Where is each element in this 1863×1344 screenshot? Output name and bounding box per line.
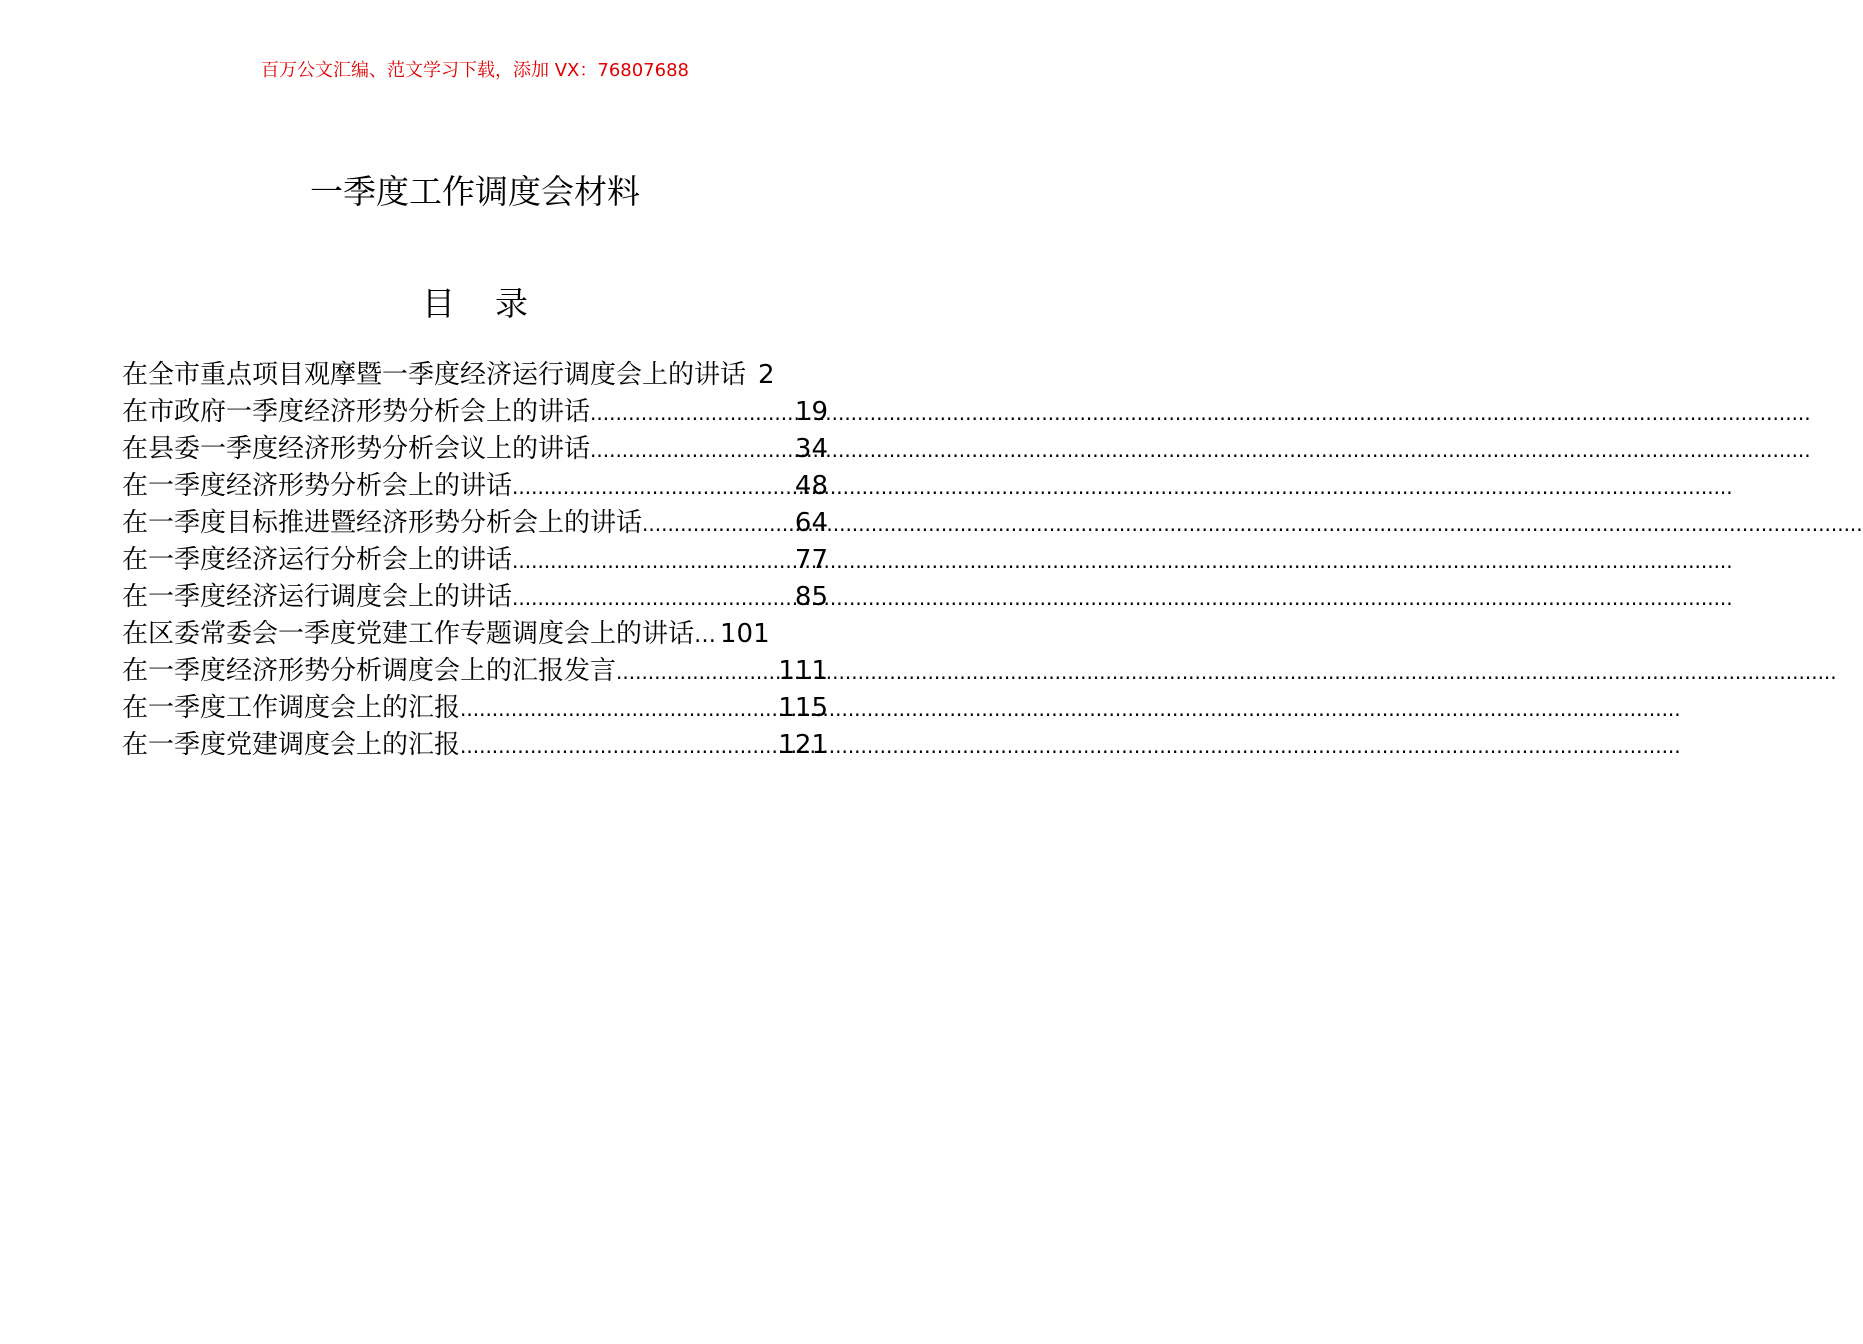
document-title: 一季度工作调度会材料: [310, 172, 640, 211]
table-of-contents: [122, 357, 828, 764]
toc-entry[interactable]: [122, 505, 828, 542]
toc-leader-dots: [460, 691, 776, 728]
toc-leader-dots: [642, 506, 793, 543]
toc-entry-page: 19: [794, 397, 828, 427]
toc-entry-title: 在一季度经济形势分析会上的讲话: [122, 471, 513, 501]
toc-entry[interactable]: [122, 690, 828, 727]
toc-entry-page: 115: [778, 693, 828, 723]
toc-entry[interactable]: [122, 727, 828, 764]
toc-heading: 目录: [422, 284, 568, 323]
toc-entry[interactable]: [122, 616, 828, 653]
toc-entry[interactable]: [122, 579, 828, 616]
toc-leader-dots: [512, 580, 793, 617]
toc-entry-page: 34: [794, 434, 828, 464]
toc-entry[interactable]: [122, 431, 828, 468]
toc-entry[interactable]: [122, 357, 828, 394]
toc-leader-dots: [460, 728, 776, 765]
toc-entry-title: 在一季度工作调度会上的汇报: [122, 693, 461, 723]
toc-entry[interactable]: [122, 542, 828, 579]
toc-entry[interactable]: [122, 468, 828, 505]
toc-entry-title: 在一季度经济形势分析调度会上的汇报发言: [122, 656, 617, 686]
toc-entry-page: 101: [720, 619, 770, 649]
toc-entry-title: 在一季度经济运行调度会上的讲话: [122, 582, 513, 612]
toc-entry[interactable]: [122, 653, 828, 690]
toc-entry-page: 48: [794, 471, 828, 501]
toc-entry-page: 111: [778, 656, 828, 686]
toc-entry-page: 64: [794, 508, 828, 538]
toc-leader-dots: [616, 654, 776, 691]
toc-entry-title: 在县委一季度经济形势分析会议上的讲话: [122, 434, 591, 464]
toc-entry[interactable]: [122, 394, 828, 431]
toc-entry-title: 在一季度党建调度会上的汇报: [122, 730, 461, 760]
toc-leader-dots: [512, 543, 793, 580]
toc-entry-title: 在一季度目标推进暨经济形势分析会上的讲话: [122, 508, 643, 538]
toc-leader-dots: [590, 432, 793, 469]
toc-leader-dots: [590, 395, 793, 432]
watermark-banner: 百万公文汇编、范文学习下载，添加 VX：76807688: [261, 60, 689, 81]
toc-entry-page: 85: [794, 582, 828, 612]
toc-entry-page: 121: [778, 730, 828, 760]
toc-entry-page: 2: [758, 360, 775, 390]
toc-entry-title: 在市政府一季度经济形势分析会上的讲话: [122, 397, 591, 427]
toc-entry-title: 在一季度经济运行分析会上的讲话: [122, 545, 513, 575]
toc-entry-page: 77: [794, 545, 828, 575]
toc-leader-dots: [512, 469, 793, 506]
toc-entry-title: 在区委常委会一季度党建工作专题调度会上的讲话: [122, 619, 695, 649]
toc-entry-title: 在全市重点项目观摩暨一季度经济运行调度会上的讲话: [122, 360, 747, 390]
toc-leader-dots: [694, 617, 718, 654]
